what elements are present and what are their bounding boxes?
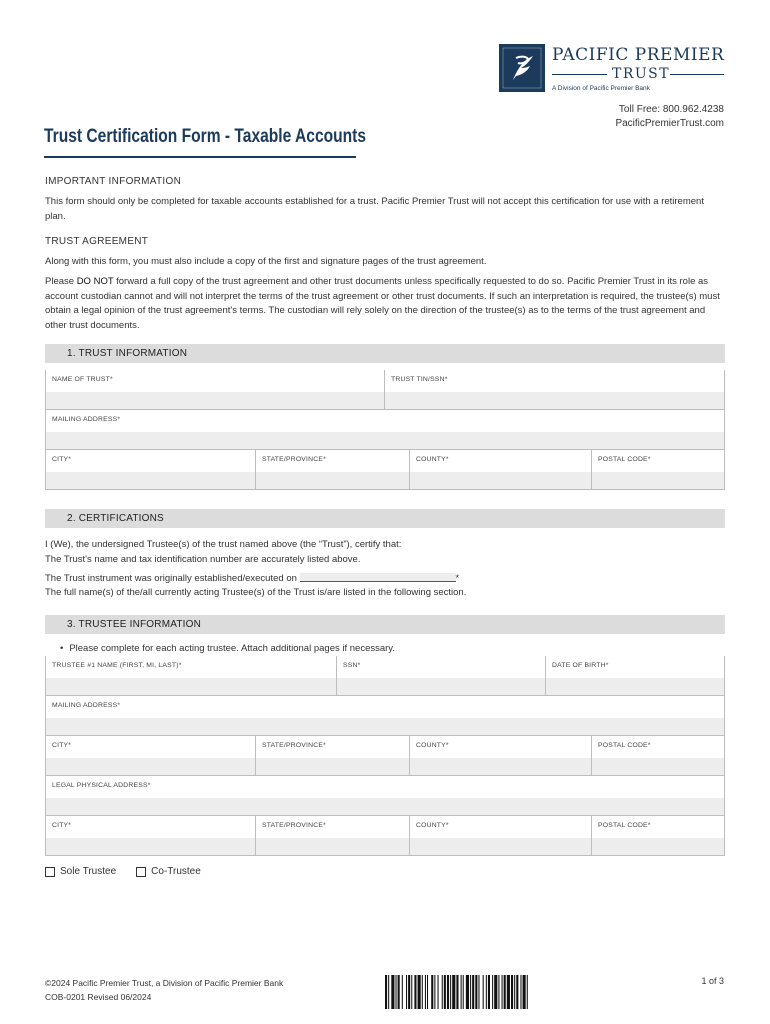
trustee-row-3: [45, 736, 725, 776]
established-date-input[interactable]: [300, 573, 456, 582]
dob-label: DATE OF BIRTH*: [552, 662, 609, 669]
footer-info: [45, 976, 283, 1004]
postal-code-input[interactable]: [592, 472, 724, 490]
trustee-county-input[interactable]: [410, 758, 591, 776]
logo-emblem-icon: [499, 44, 545, 92]
county-field: [410, 450, 592, 490]
legal-city-field: [45, 816, 256, 856]
trustee-instruction: • Please complete for each acting trustee. Attach additional pages if necessary.: [60, 643, 395, 654]
sole-trustee-label: Sole Trustee: [60, 866, 117, 877]
trustee-type-options: [45, 866, 201, 877]
trustee-county-label: COUNTY*: [416, 742, 449, 749]
trustee-county-field: [410, 736, 592, 776]
legal-address-label: LEGAL PHYSICAL ADDRESS*: [52, 782, 151, 789]
para2-emphasis: DO NOT: [76, 276, 114, 287]
trustee-mailing-address-field: [45, 696, 725, 736]
trustee-mailing-address-input[interactable]: [46, 718, 724, 736]
copyright: ©2024 Pacific Premier Trust, a Division of Pacific Premier Bank: [45, 978, 284, 988]
cert-line-4: The full name(s) of the/all currently acting Trustee(s) of the Trust is/are listed in the following section.: [45, 587, 467, 598]
brand-rule-left: [552, 74, 607, 75]
trust-info-row-1: [45, 370, 725, 410]
trustee-row-2: [45, 696, 725, 736]
brand-subtitle: A Division of Pacific Premier Bank: [552, 85, 650, 92]
trust-tin-field: [385, 370, 725, 410]
cert-line-3-text: The Trust instrument was originally established/executed on: [45, 573, 297, 584]
dob-field: [546, 656, 725, 696]
para2-prefix: Please: [45, 276, 77, 287]
city-input[interactable]: [46, 472, 255, 490]
cert-line-2: The Trust's name and tax identification number are accurately listed above.: [45, 554, 361, 565]
trustee-city-label: CITY*: [52, 742, 72, 749]
trustee-city-field: [45, 736, 256, 776]
state-label: STATE/PROVINCE*: [262, 456, 326, 463]
city-label: CITY*: [52, 456, 72, 463]
section-3-header: 3. TRUSTEE INFORMATION: [45, 615, 725, 634]
county-label: COUNTY*: [416, 456, 449, 463]
county-input[interactable]: [410, 472, 591, 490]
city-field: [45, 450, 256, 490]
co-trustee-label: Co-Trustee: [151, 866, 201, 877]
legal-state-input[interactable]: [256, 838, 409, 856]
trustee-name-label: TRUSTEE #1 NAME (FIRST, MI, LAST)*: [52, 662, 182, 669]
brand-name: PACIFIC PREMIER: [552, 45, 725, 65]
sole-trustee-checkbox[interactable]: [45, 867, 55, 877]
section-1-header: 1. TRUST INFORMATION: [45, 344, 725, 363]
page-number: 1 of 3: [701, 976, 724, 986]
trustee-state-label: STATE/PROVINCE*: [262, 742, 326, 749]
para2-rest: forward a full copy of the trust agreement and other trust documents unless specifically requested to do so. Pacific Premier Trust in its role as account custodian cannot and will not interpret the terms of the trust agreement or other trust documents. If such an interpretation is required, the trustee(s) must obtain a legal opinion of the trust agreement's terms. The custodian will rely solely on the direction of the trustee(s) as to the terms of the trust agreement and other trust documents.: [45, 276, 720, 331]
sole-trustee-option[interactable]: [45, 866, 116, 877]
trustee-city-input[interactable]: [46, 758, 255, 776]
brand-rule-right: [670, 74, 724, 75]
dob-input[interactable]: [546, 678, 724, 696]
trustee-row-4: [45, 776, 725, 816]
brand-trust-row: [552, 66, 724, 82]
cert-line-3: [45, 572, 725, 587]
legal-county-label: COUNTY*: [416, 822, 449, 829]
trust-tin-label: TRUST TIN/SSN*: [391, 376, 448, 383]
title-underline: [44, 156, 356, 158]
trust-agreement-para1: Along with this form, you must also include a copy of the first and signature pages of the trust agreement.: [45, 256, 487, 267]
ssn-label: SSN*: [343, 662, 361, 669]
important-heading: IMPORTANT INFORMATION: [45, 176, 182, 187]
page-title: Trust Certification Form - Taxable Accounts: [44, 126, 367, 147]
legal-postal-field: [592, 816, 725, 856]
name-of-trust-field: [45, 370, 385, 410]
mailing-address-label: MAILING ADDRESS*: [52, 416, 121, 423]
legal-county-field: [410, 816, 592, 856]
trustee-row-5: [45, 816, 725, 856]
state-field: [256, 450, 410, 490]
legal-city-label: CITY*: [52, 822, 72, 829]
legal-postal-input[interactable]: [592, 838, 724, 856]
name-of-trust-input[interactable]: [46, 392, 384, 410]
mailing-address-input[interactable]: [46, 432, 724, 450]
trustee-state-input[interactable]: [256, 758, 409, 776]
section-2-header: 2. CERTIFICATIONS: [45, 509, 725, 528]
brand-trust: TRUST: [612, 66, 671, 82]
legal-city-input[interactable]: [46, 838, 255, 856]
name-of-trust-label: NAME OF TRUST*: [52, 376, 113, 383]
form-id: COB-0201 Revised 06/2024: [45, 992, 152, 1002]
postal-code-label: POSTAL CODE*: [598, 456, 651, 463]
legal-address-input[interactable]: [46, 798, 724, 816]
legal-postal-label: POSTAL CODE*: [598, 822, 651, 829]
trust-info-row-2: [45, 410, 725, 450]
important-body: This form should only be completed for taxable accounts established for a trust. Pacific Premier Trust will not accept this certification for use with a retirement plan.: [45, 196, 704, 222]
legal-state-field: [256, 816, 410, 856]
trust-info-row-3: [45, 450, 725, 490]
website-link[interactable]: PacificPremierTrust.com: [615, 118, 724, 129]
co-trustee-option[interactable]: [136, 866, 201, 877]
trustee-postal-label: POSTAL CODE*: [598, 742, 651, 749]
trustee-row-1: [45, 656, 725, 696]
legal-address-field: [45, 776, 725, 816]
contact-info: [615, 103, 724, 131]
trust-agreement-heading: TRUST AGREEMENT: [45, 236, 149, 247]
legal-county-input[interactable]: [410, 838, 591, 856]
co-trustee-checkbox[interactable]: [136, 867, 146, 877]
ssn-field: [337, 656, 546, 696]
state-input[interactable]: [256, 472, 409, 490]
trustee-postal-input[interactable]: [592, 758, 724, 776]
trustee-mailing-address-label: MAILING ADDRESS*: [52, 702, 121, 709]
trust-tin-input[interactable]: [385, 392, 724, 410]
trust-agreement-para2: [45, 275, 725, 333]
barcode-icon: [385, 975, 645, 1009]
cert-line-1: I (We), the undersigned Trustee(s) of the trust named above (the “Trust”), certify that:: [45, 539, 402, 550]
trustee-name-field: [45, 656, 337, 696]
legal-state-label: STATE/PROVINCE*: [262, 822, 326, 829]
cert-line-3-suffix: *: [455, 573, 460, 584]
ssn-input[interactable]: [337, 678, 545, 696]
trustee-name-input[interactable]: [46, 678, 336, 696]
mailing-address-field: [45, 410, 725, 450]
company-logo: [499, 44, 729, 96]
trustee-state-field: [256, 736, 410, 776]
trustee-postal-field: [592, 736, 725, 776]
toll-free: Toll Free: 800.962.4238: [618, 104, 724, 115]
postal-code-field: [592, 450, 725, 490]
